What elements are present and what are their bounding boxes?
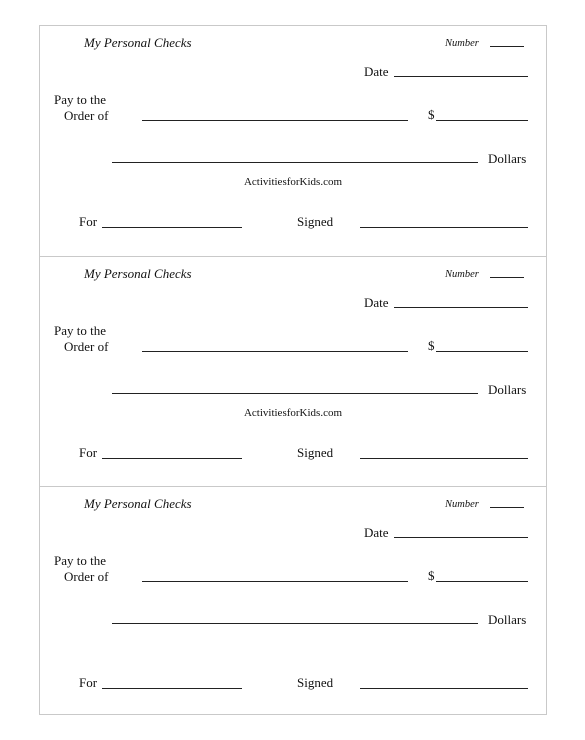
check-title: My Personal Checks [84, 35, 192, 50]
signed-label: Signed [297, 445, 334, 460]
check-title: My Personal Checks [84, 496, 192, 511]
date-field[interactable] [394, 307, 528, 308]
dollars-label: Dollars [488, 151, 527, 166]
pay-to-label: Pay to the [54, 553, 106, 568]
date-field[interactable] [394, 76, 528, 77]
amount-field[interactable] [436, 351, 528, 352]
check-sheet [39, 25, 547, 715]
dollars-label: Dollars [488, 382, 527, 397]
payee-field[interactable] [142, 120, 408, 121]
check-1 [40, 26, 546, 256]
amount-words-field[interactable] [112, 623, 478, 624]
amount-words-field[interactable] [112, 162, 478, 163]
memo-field[interactable] [102, 458, 242, 459]
brand-text: ActivitiesforKids.com [243, 407, 343, 419]
number-label: Number [445, 269, 479, 280]
amount-words-field[interactable] [112, 393, 478, 394]
number-field[interactable] [490, 46, 524, 47]
date-label: Date [364, 64, 389, 79]
pay-to-label: Pay to the [54, 323, 106, 338]
brand-text: ActivitiesforKids.com [243, 176, 343, 188]
date-field[interactable] [394, 537, 528, 538]
for-label: For [79, 445, 98, 460]
dollar-sign: $ [428, 107, 435, 122]
payee-field[interactable] [142, 351, 408, 352]
amount-field[interactable] [436, 581, 528, 582]
for-label: For [79, 675, 98, 690]
check-3 [40, 486, 546, 716]
date-label: Date [364, 295, 389, 310]
for-label: For [79, 214, 98, 229]
date-label: Date [364, 525, 389, 540]
payee-field[interactable] [142, 581, 408, 582]
memo-field[interactable] [102, 688, 242, 689]
pay-to-label: Pay to the [54, 92, 106, 107]
number-label: Number [445, 499, 479, 510]
signature-field[interactable] [360, 227, 528, 228]
order-of-label: Order of [64, 108, 109, 123]
number-field[interactable] [490, 507, 524, 508]
signature-field[interactable] [360, 688, 528, 689]
signature-field[interactable] [360, 458, 528, 459]
order-of-label: Order of [64, 339, 109, 354]
number-label: Number [445, 38, 479, 49]
signed-label: Signed [297, 675, 334, 690]
check-title: My Personal Checks [84, 266, 192, 281]
dollar-sign: $ [428, 338, 435, 353]
signed-label: Signed [297, 214, 334, 229]
order-of-label: Order of [64, 569, 109, 584]
dollar-sign: $ [428, 568, 435, 583]
amount-field[interactable] [436, 120, 528, 121]
number-field[interactable] [490, 277, 524, 278]
memo-field[interactable] [102, 227, 242, 228]
check-2 [40, 256, 546, 486]
dollars-label: Dollars [488, 612, 527, 627]
